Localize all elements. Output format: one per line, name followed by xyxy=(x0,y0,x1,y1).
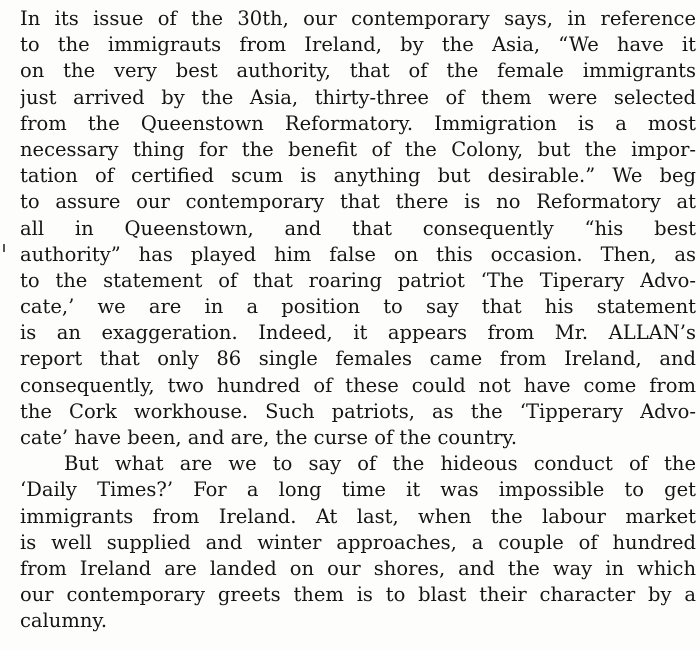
paragraph-2 xyxy=(20,451,696,634)
text-line: necessary thing for the benefit of the Colony, but the impor- xyxy=(20,137,696,161)
article-text xyxy=(20,6,696,635)
text-line: from Ireland are landed on our shores, and the way in which xyxy=(20,556,696,580)
text-line: In its issue of the 30th, our contemporary says, in reference xyxy=(20,7,696,30)
text-line: the Cork workhouse. Such patriots, as the ‘Tipperary Advo- xyxy=(20,399,696,423)
text-line: to the immigrauts from Ireland, by the Asia, “We have it xyxy=(20,33,696,57)
text-line: all in Queenstown, and that consequently “his best xyxy=(20,216,696,240)
text-line: is well supplied and winter approaches, a couple of hundred xyxy=(20,530,696,554)
text-line: our contemporary greets them is to blast their character by a xyxy=(20,583,696,607)
text-line: cate’ have been, and are, the curse of the country. xyxy=(20,426,518,449)
text-line: immigrants from Ireland. At last, when the labour market xyxy=(20,504,696,528)
text-line: to assure our contemporary that there is no Reformatory at xyxy=(20,190,696,214)
text-line: But what are we to say of the hideous conduct of the xyxy=(64,452,696,476)
margin-mark xyxy=(3,244,5,252)
text-line: cate,’ we are in a position to say that his statement xyxy=(20,295,696,319)
text-line: consequently, two hundred of these could not have come from xyxy=(20,373,696,397)
text-line: authority” has played him false on this occasion. Then, as xyxy=(20,242,696,266)
text-line: is an exaggeration. Indeed, it appears from Mr. ALLAN’s xyxy=(20,321,696,345)
text-line: on the very best authority, that of the female immigrants xyxy=(20,59,696,83)
text-line: just arrived by the Asia, thirty-three of them were selected xyxy=(20,85,696,109)
text-line: ‘Daily Times?’ For a long time it was impossible to get xyxy=(20,478,696,502)
text-line: calumny. xyxy=(20,609,108,633)
text-line: to the statement of that roaring patriot ‘The Tiperary Advo- xyxy=(20,268,696,292)
text-line: tation of certified scum is anything but desirable.” We beg xyxy=(20,164,696,188)
paragraph-1 xyxy=(20,6,696,451)
text-line: from the Queenstown Reformatory. Immigration is a most xyxy=(20,111,696,135)
text-line: report that only 86 single females came from Ireland, and xyxy=(20,347,696,371)
